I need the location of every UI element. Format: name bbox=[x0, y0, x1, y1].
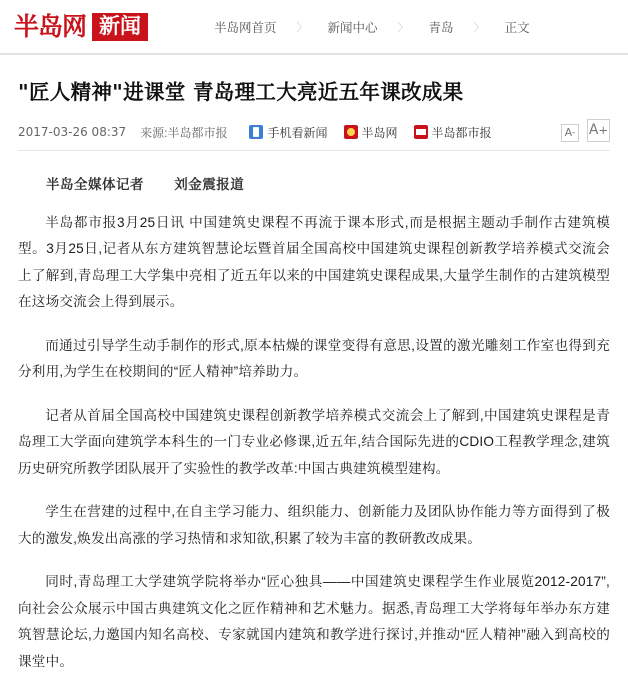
byline bbox=[18, 173, 610, 193]
font-increase-label: A bbox=[588, 122, 599, 139]
share-bandao-label: 半岛网 bbox=[361, 125, 398, 140]
breadcrumb bbox=[212, 18, 532, 36]
breadcrumb-separator: 〉 bbox=[397, 21, 409, 34]
breadcrumb-item-article[interactable]: 正文 bbox=[504, 20, 530, 35]
article-body bbox=[18, 210, 610, 676]
breadcrumb-separator: 〉 bbox=[473, 21, 485, 34]
byline-author: 刘金震报道 bbox=[174, 176, 245, 192]
share-bandao[interactable] bbox=[344, 124, 398, 141]
page-title: "匠人精神"进课堂 青岛理工大亮近五年课改成果 bbox=[18, 80, 464, 104]
breadcrumb-item-news-center[interactable]: 新闻中心 bbox=[327, 20, 378, 35]
article-meta-bar bbox=[18, 124, 610, 151]
publish-date: 2017-03-26 08:37 bbox=[18, 125, 127, 140]
font-decrease-button[interactable] bbox=[561, 124, 579, 142]
breadcrumb-item-qingdao[interactable]: 青岛 bbox=[428, 20, 454, 35]
breadcrumb-separator: 〉 bbox=[296, 21, 308, 34]
font-decrease-sup: - bbox=[572, 127, 576, 139]
article-paragraph: 学生在营建的过程中,在自主学习能力、组织能力、创新能力及团队协作能力等方面得到了极大的激发,焕发出高涨的学习热情和求知欲,积累了较为丰富的教研教改成果。 bbox=[18, 504, 610, 546]
article-container bbox=[0, 79, 628, 675]
article-paragraph: 半岛都市报3月25日讯 中国建筑史课程不再流于课本形式,而是根据主题动手制作古建筑模型。3月25日,记者从东方建筑智慧论坛暨首届全国高校中国建筑史课程创新教学培养模式交流会上了解到,青岛理工大学集中亮相了近五年以来的中国建筑史课程成果,大量学生制作的古建筑模型在这场交流会上得到展示。 bbox=[18, 214, 610, 310]
font-size-controls bbox=[561, 119, 610, 142]
share-mobile-news-label: 手机看新闻 bbox=[267, 125, 328, 140]
share-mobile-news[interactable] bbox=[249, 124, 327, 141]
byline-prefix: 半岛全媒体记者 bbox=[46, 176, 144, 192]
logo-news-badge: 新闻 bbox=[92, 13, 148, 41]
bandao-icon bbox=[344, 125, 358, 139]
font-increase-sup: + bbox=[598, 123, 609, 138]
article-paragraph: 而通过引导学生动手制作的形式,原本枯燥的课堂变得有意思,设置的激光雕刻工作室也得到充分利用,为学生在校期间的“匠人精神”培养助力。 bbox=[18, 337, 610, 380]
font-decrease-label: A bbox=[564, 126, 573, 140]
phone-icon bbox=[249, 125, 263, 139]
font-increase-button[interactable] bbox=[587, 119, 610, 142]
article-paragraph: 记者从首届全国高校中国建筑史课程创新教学培养模式交流会上了解到,中国建筑史课程是青岛理工大学面向建筑学本科生的一门专业必修课,近五年,结合国际先进的CDIO工程教学理念,建筑历史研究所教学团队展开了实验性的教学改革:中国古典建筑模型建构。 bbox=[18, 407, 610, 476]
site-header bbox=[0, 0, 628, 55]
site-logo[interactable] bbox=[14, 13, 148, 41]
logo-text: 半岛网 bbox=[14, 12, 87, 41]
share-bandao-metro[interactable] bbox=[414, 124, 492, 141]
article-paragraph: 同时,青岛理工大学建筑学院将举办“匠心独具——中国建筑史课程学生作业展览2012-2017”,向社会公众展示中国古典建筑文化之匠作精神和艺术魅力。据悉,青岛理工大学将每年举办东方建筑智慧论坛,力邀国内知名高校、专家就国内建筑和教学进行探讨,并推动“匠人精神”融入到高校的课堂中。 bbox=[18, 574, 610, 669]
breadcrumb-item-home[interactable]: 半岛网首页 bbox=[214, 20, 277, 35]
article-source: 来源:半岛都市报 bbox=[140, 125, 228, 140]
bandao-metro-icon bbox=[414, 125, 428, 139]
share-bandao-metro-label: 半岛都市报 bbox=[431, 125, 492, 140]
share-group bbox=[249, 124, 507, 141]
